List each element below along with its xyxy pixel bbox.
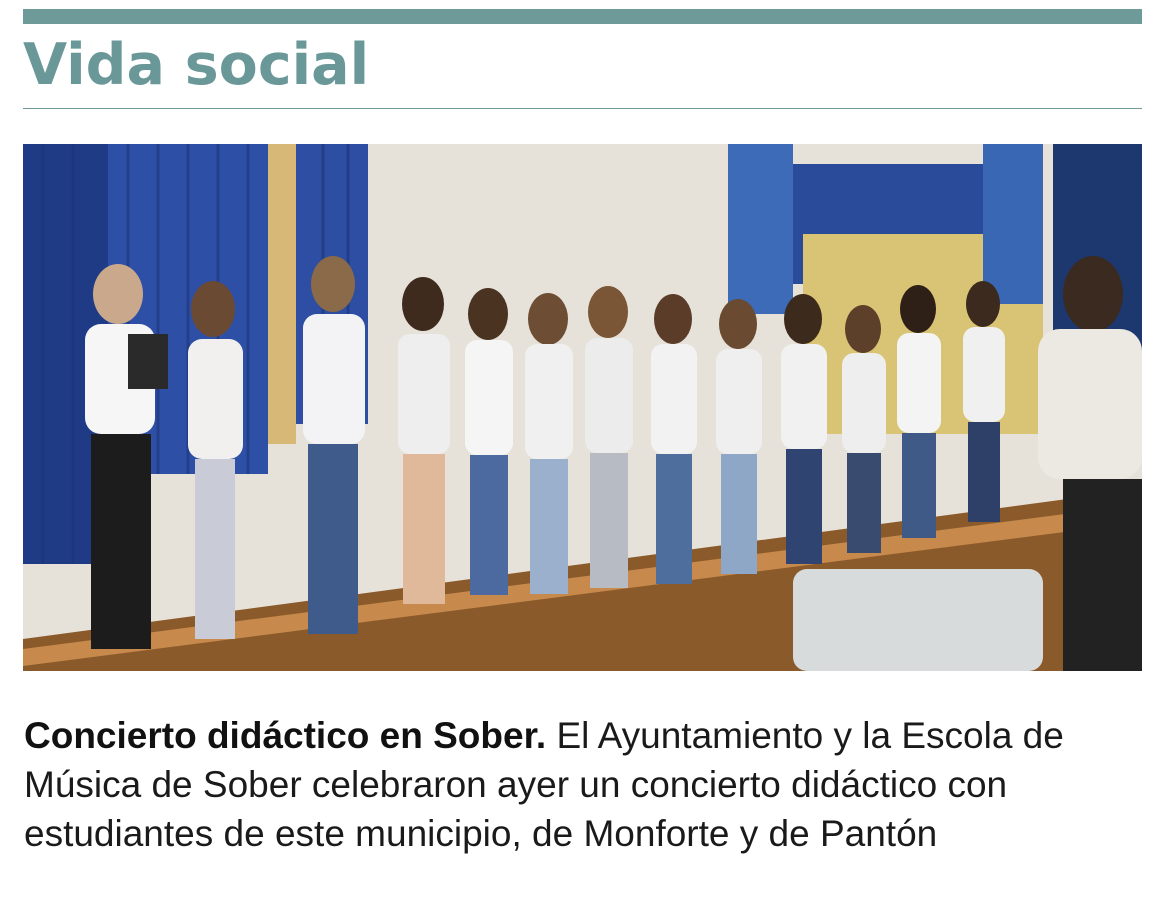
caption-lead: Concierto didáctico en Sober.	[24, 715, 547, 756]
photo-caption	[24, 711, 1144, 858]
concert-photo-illustration	[23, 144, 1142, 671]
section-title-rule	[23, 108, 1142, 109]
section-top-bar	[23, 9, 1142, 24]
caption-body: El Ayuntamiento y la Escola de Música de Sober celebraron ayer un concierto didáctico con estudiantes de este municipio, de Monforte y de Pantón	[24, 715, 1064, 854]
section-title: Vida social	[23, 32, 370, 98]
concert-photo	[23, 144, 1142, 671]
